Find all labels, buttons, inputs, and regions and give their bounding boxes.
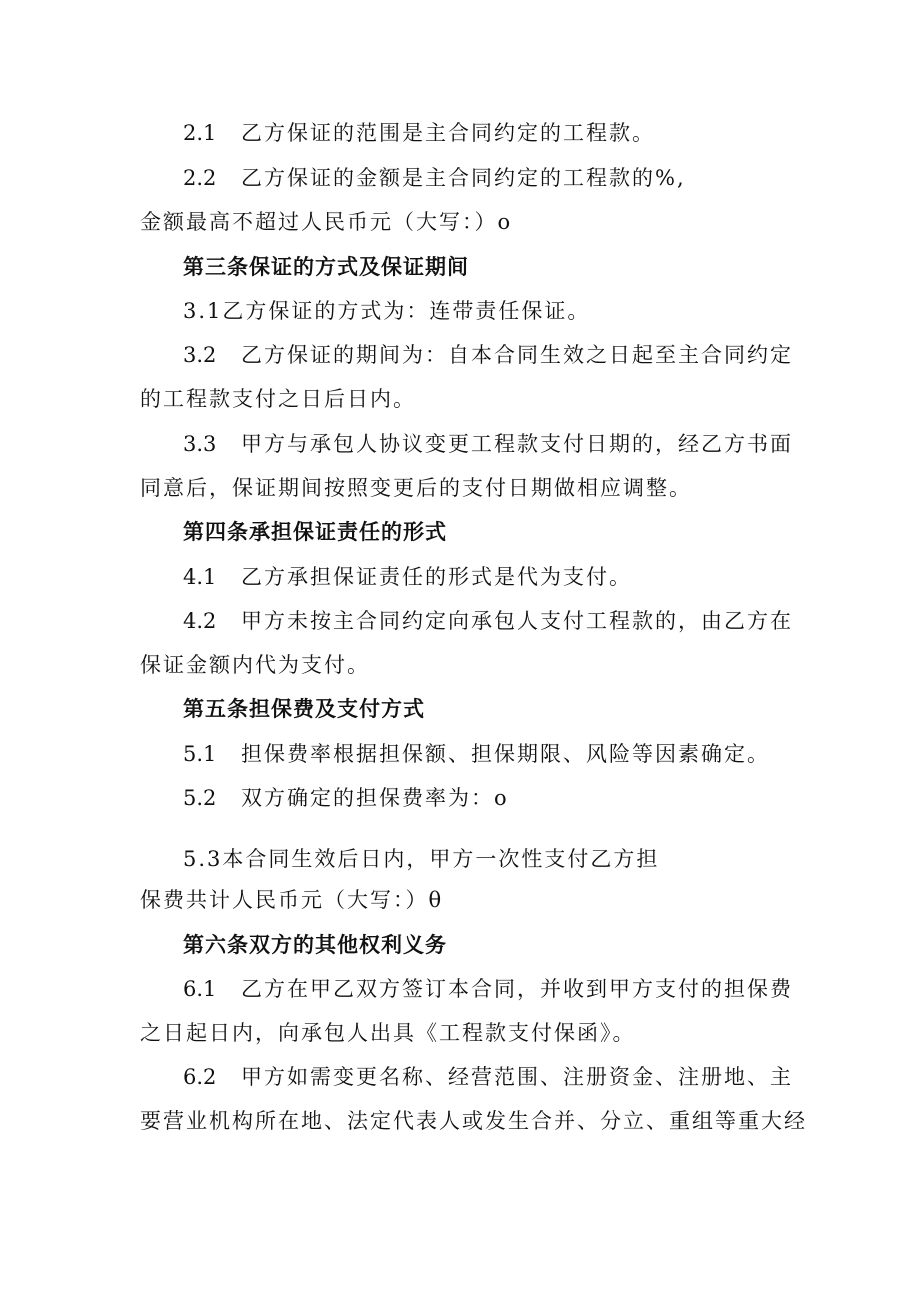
paragraph-5-3: 5.3本合同生效后日内，甲方一次性支付乙方担 xyxy=(183,847,660,871)
paragraph-6-2 xyxy=(183,1062,823,1092)
clause-text: 甲方未按主合同约定向承包人支付工程款的，由乙方在 xyxy=(241,609,793,633)
clause-text: 乙方保证的金额是主合同约定的工程款的%, xyxy=(241,166,686,190)
paragraph-6-2-continuation: 要营业机构所在地、法定代表人或发生合并、分立、重组等重大经 xyxy=(140,1109,807,1133)
clause-text: 甲方与承包人协议变更工程款支付日期的，经乙方书面 xyxy=(241,432,793,456)
clause-number: 6.1 xyxy=(183,977,217,1001)
paragraph-2-2-continuation: 金额最高不超过人民币元（大写：）o xyxy=(140,210,513,234)
clause-number: 5.1 xyxy=(183,742,217,766)
clause-text: 乙方在甲乙双方签订本合同，并收到甲方支付的担保费 xyxy=(241,977,793,1001)
clause-text: 双方确定的担保费率为：o xyxy=(241,786,509,810)
clause-number: 5.2 xyxy=(183,786,217,810)
paragraph-5-1 xyxy=(183,739,823,769)
paragraph-4-2-continuation: 保证金额内代为支付。 xyxy=(140,653,370,677)
paragraph-5-3-continuation: 保费共计人民币元（大写：）θ xyxy=(140,888,444,912)
paragraph-3-2-continuation: 的工程款支付之日后日内。 xyxy=(140,387,416,411)
clause-number: 4.2 xyxy=(183,609,217,633)
paragraph-2-2 xyxy=(183,163,823,193)
paragraph-3-3 xyxy=(183,429,823,459)
clause-number: 3.3 xyxy=(183,432,217,456)
clause-number: 4.1 xyxy=(183,565,217,589)
paragraph-3-2 xyxy=(183,340,823,370)
clause-number: 2.2 xyxy=(183,166,217,190)
paragraph-6-1 xyxy=(183,974,823,1004)
paragraph-6-1-continuation: 之日起日内，向承包人出具《工程款支付保函》。 xyxy=(140,1021,636,1045)
clause-text: 乙方保证的范围是主合同约定的工程款。 xyxy=(241,121,655,145)
clause-3-heading: 第三条保证的方式及保证期间 xyxy=(183,254,469,279)
clause-text: 乙方承担保证责任的形式是代为支付。 xyxy=(241,565,632,589)
paragraph-3-1: 3.1乙方保证的方式为：连带责任保证。 xyxy=(183,299,591,323)
clause-5-heading: 第五条担保费及支付方式 xyxy=(183,696,425,721)
paragraph-2-1 xyxy=(183,118,823,148)
clause-text: 乙方保证的期间为：自本合同生效之日起至主合同约定 xyxy=(241,343,793,367)
clause-6-heading: 第六条双方的其他权利义务 xyxy=(183,932,447,957)
clause-text: 担保费率根据担保额、担保期限、风险等因素确定。 xyxy=(241,742,770,766)
paragraph-4-2 xyxy=(183,606,823,636)
paragraph-3-3-continuation: 同意后，保证期间按照变更后的支付日期做相应调整。 xyxy=(140,476,692,500)
clause-number: 3.2 xyxy=(183,343,217,367)
clause-number: 6.2 xyxy=(183,1065,217,1089)
clause-text: 甲方如需变更名称、经营范围、注册资金、注册地、主 xyxy=(241,1065,793,1089)
clause-number: 2.1 xyxy=(183,121,217,145)
paragraph-5-2 xyxy=(183,783,823,813)
clause-4-heading: 第四条承担保证责任的形式 xyxy=(183,519,447,544)
paragraph-4-1 xyxy=(183,562,823,592)
